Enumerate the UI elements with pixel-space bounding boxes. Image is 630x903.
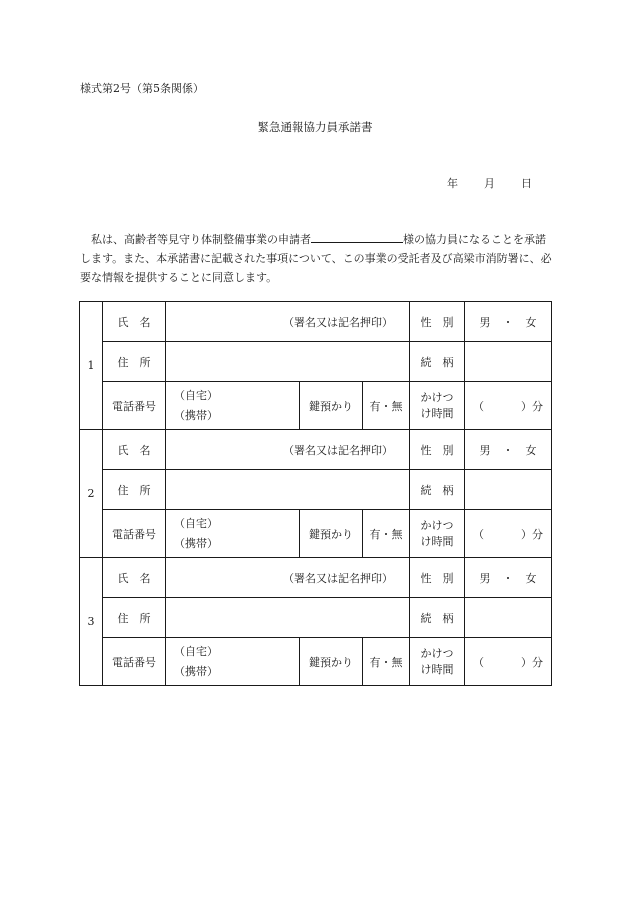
- member-key-label: 鍵預かり: [300, 510, 363, 558]
- minutes-open: （: [473, 527, 485, 541]
- member-relation-field[interactable]: [465, 598, 552, 638]
- consent-text-before: 私は、高齢者等見守り体制整備事業の申請者: [91, 233, 311, 246]
- date-line: [417, 175, 532, 191]
- member-name-row: [80, 430, 552, 470]
- gender-separator: ・: [502, 315, 514, 329]
- member-key-label: 鍵預かり: [300, 382, 363, 430]
- member-gender-options[interactable]: [465, 302, 552, 342]
- gender-male-option[interactable]: 男: [479, 315, 491, 329]
- member-address-field[interactable]: [166, 598, 410, 638]
- member-name-field[interactable]: [166, 558, 410, 598]
- gender-female-option[interactable]: 女: [525, 443, 537, 457]
- member-address-row: [80, 598, 552, 638]
- member-address-field[interactable]: [166, 470, 410, 510]
- gender-male-option[interactable]: 男: [479, 571, 491, 585]
- phone-home-label: （自宅）: [174, 516, 218, 530]
- member-address-label: 住 所: [103, 470, 166, 510]
- signature-note: （署名又は記名押印）: [283, 571, 394, 585]
- member-address-row: [80, 342, 552, 382]
- member-address-row: [80, 470, 552, 510]
- member-arrival-minutes-field[interactable]: [465, 638, 552, 686]
- member-gender-label: 性 別: [410, 430, 465, 470]
- member-phone-row: [80, 638, 552, 686]
- member-key-options[interactable]: 有・無: [363, 510, 410, 558]
- minutes-open: （: [473, 399, 485, 413]
- gender-female-option[interactable]: 女: [525, 315, 537, 329]
- member-gender-options[interactable]: [465, 430, 552, 470]
- member-phone-label: 電話番号: [103, 638, 166, 686]
- member-phone-field[interactable]: [166, 638, 300, 686]
- member-gender-options[interactable]: [465, 558, 552, 598]
- phone-home-label: （自宅）: [174, 644, 218, 658]
- document-title: 緊急通報協力員承諾書: [257, 120, 373, 134]
- member-name-label: 氏 名: [103, 430, 166, 470]
- phone-mobile-label: （携帯）: [174, 664, 218, 678]
- member-arrival-minutes-field[interactable]: [465, 382, 552, 430]
- date-month-label: 月: [484, 177, 495, 190]
- member-table: [79, 301, 552, 686]
- phone-mobile-label: （携帯）: [174, 408, 218, 422]
- member-name-label: 氏 名: [103, 558, 166, 598]
- minutes-open: （: [473, 655, 485, 669]
- phone-home-label: （自宅）: [174, 388, 218, 402]
- member-phone-label: 電話番号: [103, 382, 166, 430]
- member-address-field[interactable]: [166, 342, 410, 382]
- member-phone-row: [80, 510, 552, 558]
- member-relation-field[interactable]: [465, 342, 552, 382]
- phone-mobile-label: （携帯）: [174, 536, 218, 550]
- applicant-name-field[interactable]: [311, 230, 403, 243]
- member-address-label: 住 所: [103, 342, 166, 382]
- member-arrival-minutes-field[interactable]: [465, 510, 552, 558]
- member-relation-label: 続 柄: [410, 598, 465, 638]
- member-name-field[interactable]: [166, 302, 410, 342]
- signature-note: （署名又は記名押印）: [283, 443, 394, 457]
- consent-paragraph: [80, 230, 552, 287]
- gender-separator: ・: [502, 571, 514, 585]
- member-gender-label: 性 別: [410, 302, 465, 342]
- member-key-label: 鍵預かり: [300, 638, 363, 686]
- member-key-options[interactable]: 有・無: [363, 382, 410, 430]
- signature-note: （署名又は記名押印）: [283, 315, 394, 329]
- member-address-label: 住 所: [103, 598, 166, 638]
- member-name-label: 氏 名: [103, 302, 166, 342]
- gender-male-option[interactable]: 男: [479, 443, 491, 457]
- member-phone-field[interactable]: [166, 510, 300, 558]
- member-name-row: [80, 302, 552, 342]
- minutes-close: ）分: [521, 655, 544, 669]
- member-number: 1: [80, 302, 103, 430]
- date-year-label: 年: [447, 177, 458, 190]
- member-name-field[interactable]: [166, 430, 410, 470]
- member-gender-label: 性 別: [410, 558, 465, 598]
- member-name-row: [80, 558, 552, 598]
- gender-female-option[interactable]: 女: [525, 571, 537, 585]
- member-arrival-label: かけつ け時間: [410, 638, 465, 686]
- member-arrival-label: かけつ け時間: [410, 382, 465, 430]
- minutes-close: ）分: [521, 399, 544, 413]
- member-relation-label: 続 柄: [410, 470, 465, 510]
- member-arrival-label: かけつ け時間: [410, 510, 465, 558]
- consent-text-after: 様の協力員になることを承諾します。また、本承諾書に記載された事項について、この事業の受託者及び高梁市消防署に、必要な情報を提供することに同意します。: [80, 233, 552, 284]
- date-day-label: 日: [521, 177, 532, 190]
- member-key-options[interactable]: 有・無: [363, 638, 410, 686]
- minutes-close: ）分: [521, 527, 544, 541]
- member-phone-field[interactable]: [166, 382, 300, 430]
- member-relation-field[interactable]: [465, 470, 552, 510]
- gender-separator: ・: [502, 443, 514, 457]
- member-phone-label: 電話番号: [103, 510, 166, 558]
- member-relation-label: 続 柄: [410, 342, 465, 382]
- member-number: 2: [80, 430, 103, 558]
- member-number: 3: [80, 558, 103, 686]
- member-phone-row: [80, 382, 552, 430]
- form-number: 様式第2号（第5条関係）: [80, 82, 204, 95]
